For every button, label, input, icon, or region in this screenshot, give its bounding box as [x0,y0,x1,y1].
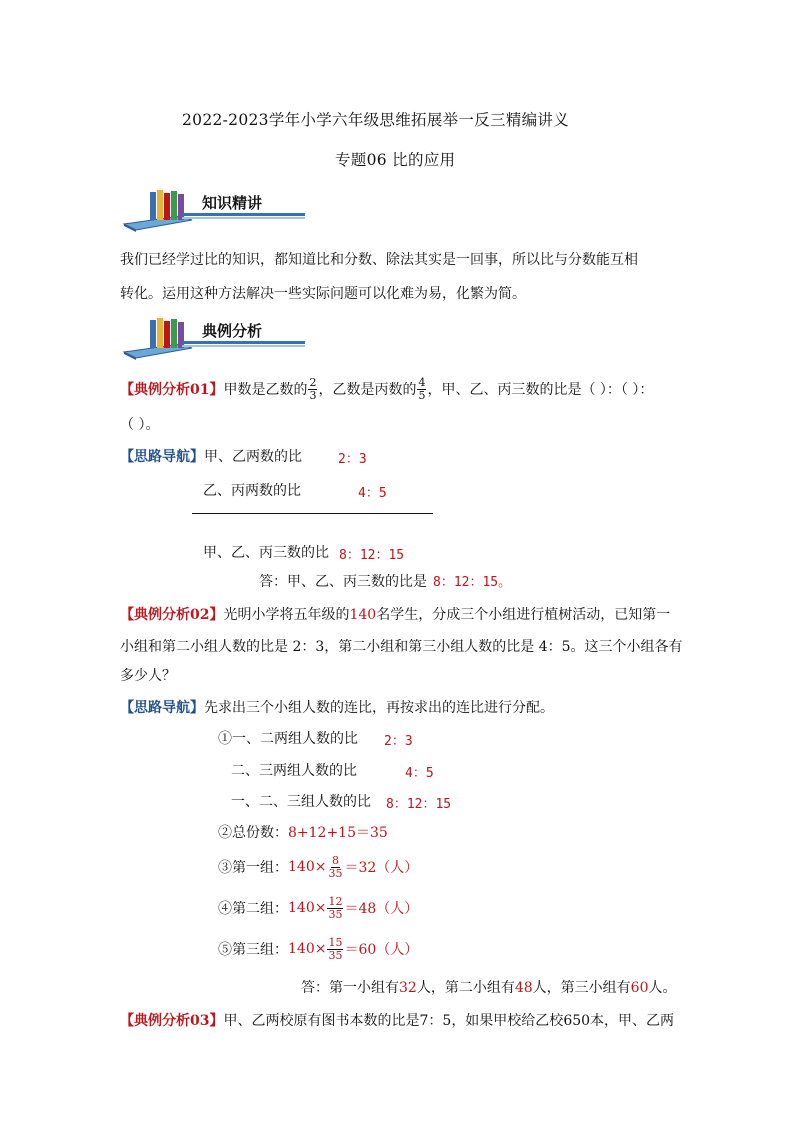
example-1-guide [120,446,302,466]
fraction-four-fifths [417,377,426,402]
guide-row-2-label: 乙、丙两数的比 [203,483,301,499]
example-1-text-b: ，乙数是丙数的 [318,382,417,398]
example-1-text-a: 甲数是乙数的 [223,382,308,398]
example-2-answer [301,977,676,997]
example-2-number: 140 [349,607,377,623]
step-4 [218,822,388,842]
answer-value: 8：12：15。 [433,575,512,590]
example-2-text-b: 名学生，分成三个小组进行植树活动，已知第一 [376,607,671,623]
example-3-text-c: 本，甲、乙两 [590,1013,675,1029]
answer-text: 人。 [648,980,677,996]
example-3-question-line-1 [120,1010,674,1030]
numerator: 4 [418,375,426,389]
step-6-result: ＝48（人） [344,901,419,917]
example-3-text-b: ，如果甲校给乙校 [451,1013,564,1029]
answer-value: 48 [514,980,533,996]
guide-row-3-value: 8：12：15 [339,548,405,563]
example-1-tag: 【典例分析01】 [120,382,224,398]
intro-line-1: 我们已经学过比的知识，都知道比和分数、除法其实是一回事，所以比与分数能互相 [120,252,638,268]
guide-text: 先求出三个小组人数的连比，再按求出的连比进行分配。 [204,700,554,716]
step-3-label: 一、二、三组人数的比 [231,794,371,810]
step-6-prefix: 140× [288,900,327,916]
section-banner-examples [120,314,305,360]
document-title: 2022-2023学年小学六年级思维拓展举一反三精编讲义 [182,111,570,129]
numerator: 15 [328,935,343,949]
book-stack-icon [120,314,200,360]
step-5 [218,850,418,884]
section-title-knowledge: 知识精讲 [202,194,263,212]
guide-row-1-label: 甲、乙两数的比 [204,449,302,465]
step-2-value: 4：5 [405,766,434,781]
example-2-text-a: 光明小学将五年级的 [223,607,350,623]
guide-row-3-label: 甲、乙、丙三数的比 [203,545,329,561]
fraction-two-thirds [308,377,317,402]
guide-tag: 【思路导航】 [120,700,204,716]
intro-line-2: 转化。运用这种方法解决一些实际问题可以化难为易，化繁为简。 [120,286,526,302]
step-5-prefix: 140× [288,859,327,875]
fraction-12-35 [327,896,343,921]
example-2-guide [120,697,554,717]
fraction-8-35 [327,855,343,880]
denominator: 3 [309,388,317,402]
banner-underline [182,341,305,344]
step-2-label: 二、三两组人数的比 [231,763,357,779]
example-2-question-line-1 [120,604,670,624]
step-1-value: 2：3 [384,734,413,749]
numerator: 12 [328,894,343,908]
denominator: 35 [328,948,343,962]
document-subtitle: 专题06 比的应用 [335,151,456,169]
example-2-tag: 【典例分析02】 [120,607,224,623]
fraction-15-35 [327,937,343,962]
answer-text: 人，第二小组有 [416,980,515,996]
divider-line [192,513,433,514]
section-title-examples: 典例分析 [202,322,263,340]
section-banner-knowledge [120,186,305,232]
answer-label: 答：甲、乙、丙三数的比是 [259,574,427,590]
denominator: 35 [328,866,343,880]
numerator: 8 [331,853,339,867]
step-7-label: ⑤第三组： [218,942,288,958]
banner-underline [182,213,305,216]
banner-underline-light [182,217,305,219]
step-6-label: ④第二组： [218,901,288,917]
step-5-label: ③第一组： [218,860,288,876]
example-3-text-a: 甲、乙两校原有图书本数的比是 [223,1013,420,1029]
example-2-question-line-3: 多少人？ [120,668,176,684]
denominator: 5 [418,388,426,402]
step-4-label: ②总份数： [218,825,288,841]
step-3-value: 8：12：15 [386,797,452,812]
example-1-text-c: ，甲、乙、丙三数的比是（ ）：（ ）： [427,382,654,398]
book-stack-icon [120,186,200,232]
banner-underline-light [182,345,305,347]
example-1-answer [259,571,511,591]
numerator: 2 [309,375,317,389]
example-3-number: 650 [563,1013,591,1029]
step-7-prefix: 140× [288,941,327,957]
guide-tag: 【思路导航】 [120,449,204,465]
guide-row-2-value: 4：5 [358,486,387,501]
answer-value: 60 [630,980,649,996]
example-2-question-line-2: 小组和第二小组人数的比是 2：3，第二小组和第三小组人数的比是 4：5。这三个小组各有 [120,639,683,655]
example-1-question [120,372,653,406]
denominator: 35 [328,907,343,921]
step-7 [218,932,418,966]
step-7-result: ＝60（人） [344,942,419,958]
example-1-question-line-2: （ ）。 [120,417,160,433]
step-5-result: ＝32（人） [344,860,419,876]
guide-row-1-value: 2：3 [338,452,367,467]
step-1-label: ①一、二两组人数的比 [218,731,358,747]
step-6 [218,891,418,925]
example-3-ratio: 7：5 [419,1013,452,1029]
answer-text: 人，第三小组有 [532,980,631,996]
answer-text: 答：第一小组有 [301,980,399,996]
answer-value: 32 [399,980,417,996]
example-3-tag: 【典例分析03】 [120,1013,224,1029]
step-4-value: 8+12+15＝35 [288,825,388,841]
